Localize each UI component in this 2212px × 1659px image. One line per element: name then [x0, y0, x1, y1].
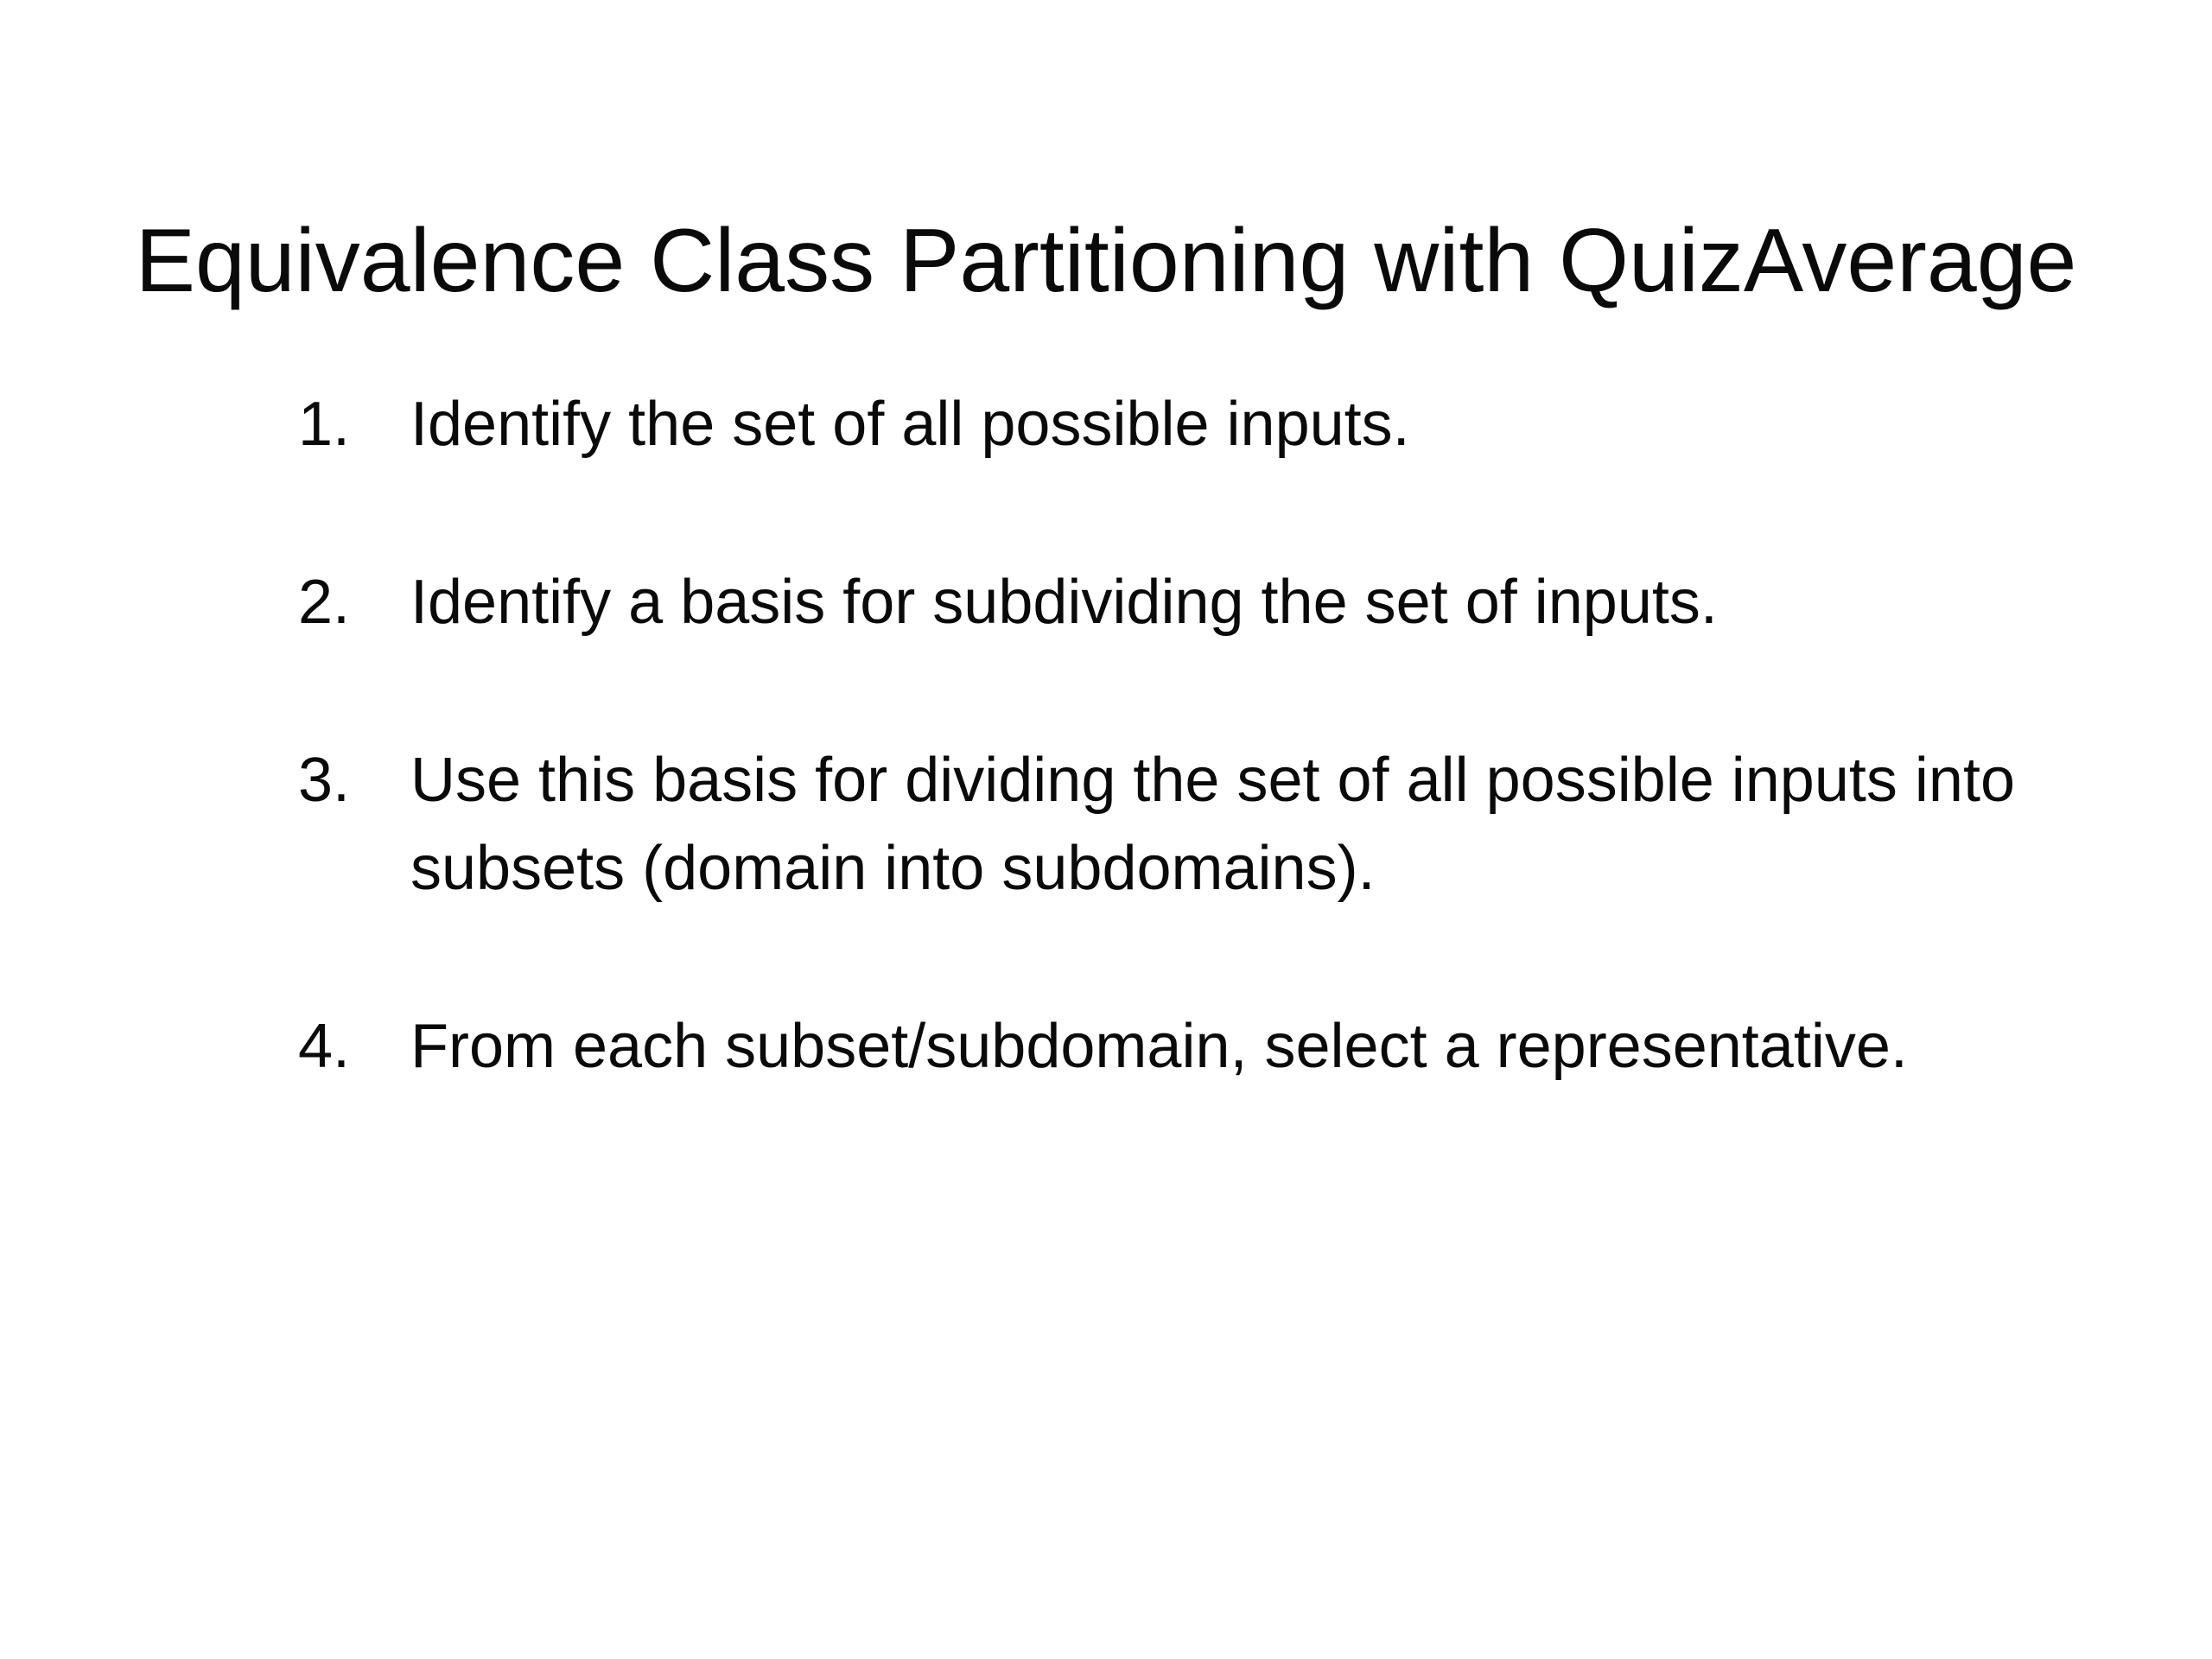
- step-number: 3.: [298, 746, 351, 815]
- steps-list: [298, 380, 2113, 1180]
- step-text: Identify a basis for subdividing the set of inputs.: [410, 568, 1718, 637]
- step-text: Use this basis for dividing the set of all possible inputs into subsets (domain into subdomains).: [410, 746, 2015, 903]
- step-number: 4.: [298, 1012, 351, 1081]
- step-text: Identify the set of all possible inputs.: [410, 390, 1410, 459]
- step-number: 1.: [298, 390, 351, 459]
- list-item: [298, 736, 2113, 912]
- list-item: [298, 380, 2113, 468]
- step-text: From each subset/subdomain, select a representative.: [410, 1012, 1908, 1081]
- slide-title: Equivalence Class Partitioning with QuizAverage: [135, 211, 2077, 311]
- list-item: [298, 558, 2113, 646]
- list-item: [298, 1002, 2113, 1090]
- step-number: 2.: [298, 568, 351, 637]
